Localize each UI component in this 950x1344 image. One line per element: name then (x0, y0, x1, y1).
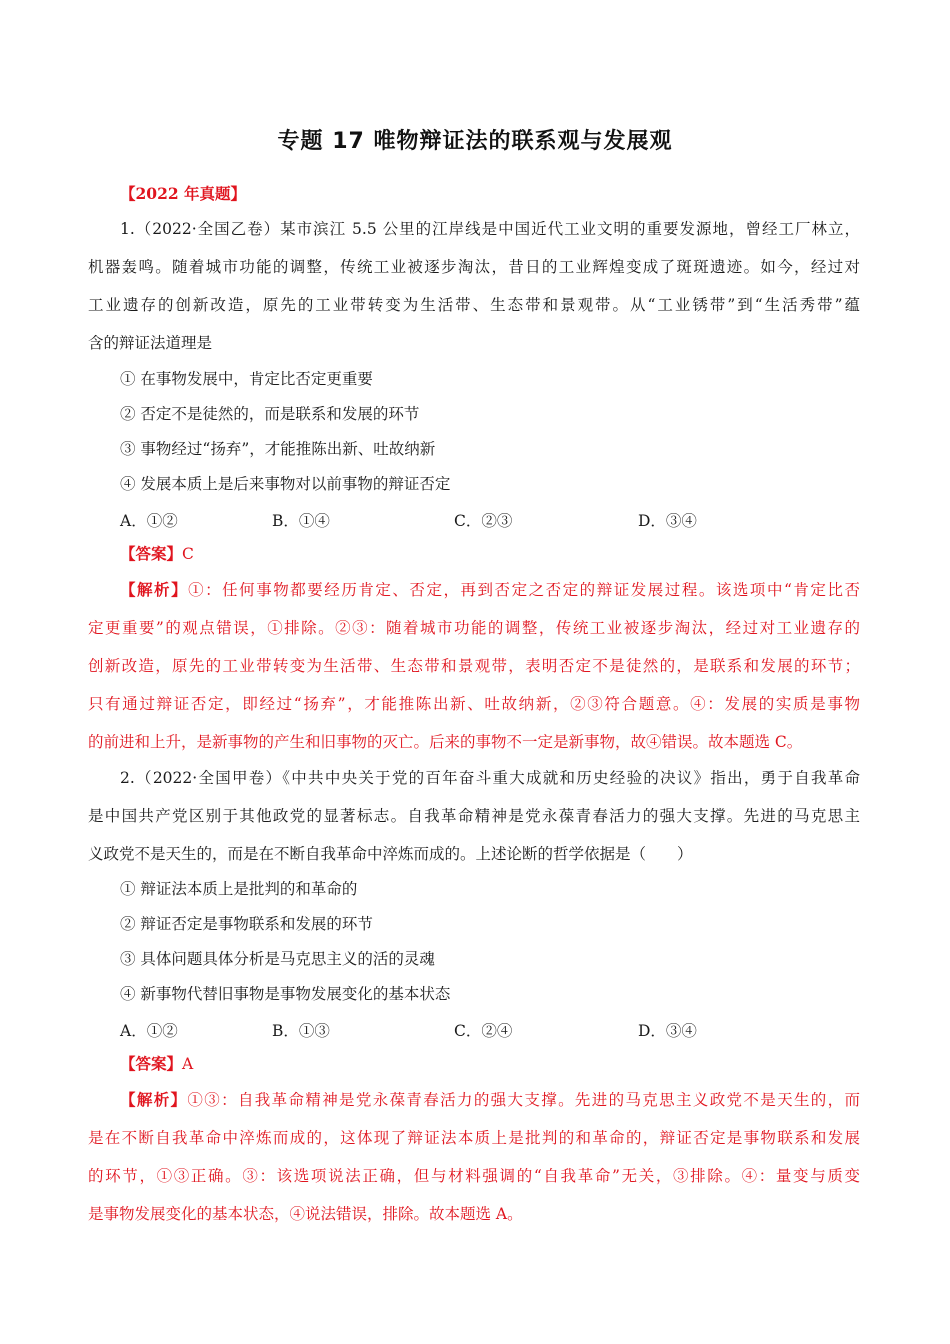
q1-stem-line: 含的辩证法道理是 (88, 334, 213, 352)
q2-analysis-line: 的环节，①③正确。③：该选项说法正确，但与材料强调的“自我革命”无关，③排除。④：量变与质变 (88, 1167, 860, 1185)
q1-stem-line: 工业遗存的创新改造，原先的工业带转变为生活带、生态带和景观带。从“工业锈带”到“生活秀带”蕴 (88, 296, 860, 314)
q2-item: ③ 具体问题具体分析是马克思主义的活的灵魂 (120, 950, 435, 968)
q2-stem-line: 2.（2022·全国甲卷）《中共中央关于党的百年奋斗重大成就和历史经验的决议》指出，勇于自我革命 (120, 769, 860, 787)
page-title: 专题 17 唯物辩证法的联系观与发展观 (277, 129, 673, 154)
q1-item: ③ 事物经过“扬弃”，才能推陈出新、吐故纳新 (120, 440, 436, 458)
answer-value: C (182, 545, 194, 563)
q1-option-a: A．①② (120, 512, 178, 530)
answer-tag: 【答案】 (120, 544, 183, 563)
q1-analysis-line: 只有通过辩证否定，即经过“扬弃”，才能推陈出新、吐故纳新，②③符合题意。④：发展的实质是事物 (88, 695, 860, 713)
q1-item: ① 在事物发展中，肯定比否定更重要 (120, 370, 373, 388)
q2-stem-line: 义政党不是天生的，而是在不断自我革命中淬炼而成的。上述论断的哲学依据是（ ） (88, 845, 693, 863)
answer-value: A (182, 1055, 194, 1073)
q1-stem-line: 1.（2022·全国乙卷）某市滨江 5.5 公里的江岸线是中国近代工业文明的重要发源地，曾经工厂林立， (120, 220, 860, 238)
q1-analysis-line: 定更重要”的观点错误，①排除。②③：随着城市功能的调整，传统工业被逐步淘汰，经过对工业遗存的 (88, 619, 860, 637)
q1-item: ② 否定不是徒然的，而是联系和发展的环节 (120, 405, 420, 423)
q2-analysis-line: 是在不断自我革命中淬炼而成的，这体现了辩证法本质上是批判的和革命的，辩证否定是事物联系和发展 (88, 1129, 860, 1147)
analysis-tag: 【解析】 (120, 1090, 188, 1109)
analysis-tag: 【解析】 (120, 580, 189, 599)
q1-answer (120, 544, 860, 564)
q2-item: ② 辩证否定是事物联系和发展的环节 (120, 915, 373, 933)
q1-option-b: B．①④ (272, 512, 330, 530)
q2-option-a: A．①② (120, 1022, 178, 1040)
q2-item: ④ 新事物代替旧事物是事物发展变化的基本状态 (120, 985, 451, 1003)
q2-options (120, 1019, 860, 1039)
analysis-text: ①③：自我革命精神是党永葆青春活力的强大支撑。先进的马克思主义政党不是天生的，而 (187, 1091, 860, 1109)
q2-option-c: C．②④ (454, 1022, 513, 1040)
q1-option-d: D．③④ (638, 512, 697, 530)
section-tag: 【2022 年真题】 (120, 184, 247, 203)
q1-options (120, 509, 860, 529)
q1-item: ④ 发展本质上是后来事物对以前事物的辩证否定 (120, 475, 451, 493)
q1-analysis-line: 的前进和上升，是新事物的产生和旧事物的灭亡。后来的事物不一定是新事物，故④错误。故本题选 C。 (88, 733, 803, 751)
q1-analysis-line (120, 580, 860, 600)
q2-answer (120, 1054, 860, 1074)
q2-item: ① 辩证法本质上是批判的和革命的 (120, 880, 358, 898)
answer-tag: 【答案】 (120, 1054, 183, 1073)
q1-analysis-line: 创新改造，原先的工业带转变为生活带、生态带和景观带，表明否定不是徒然的，是联系和发展的环节； (88, 657, 860, 675)
q2-option-b: B．①③ (272, 1022, 330, 1040)
q2-analysis-line: 是事物发展变化的基本状态，④说法错误，排除。故本题选 A。 (88, 1205, 523, 1223)
analysis-text: ①：任何事物都要经历肯定、否定，再到否定之否定的辩证发展过程。该选项中“肯定比否 (188, 581, 860, 599)
q1-option-c: C．②③ (454, 512, 513, 530)
q2-analysis-line (120, 1090, 860, 1110)
q2-stem-line: 是中国共产党区别于其他政党的显著标志。自我革命精神是党永葆青春活力的强大支撑。先进的马克思主 (88, 807, 860, 825)
q1-stem-line: 机器轰鸣。随着城市功能的调整，传统工业被逐步淘汰，昔日的工业辉煌变成了斑斑遗迹。如今，经过对 (88, 258, 860, 276)
q2-option-d: D．③④ (638, 1022, 697, 1040)
